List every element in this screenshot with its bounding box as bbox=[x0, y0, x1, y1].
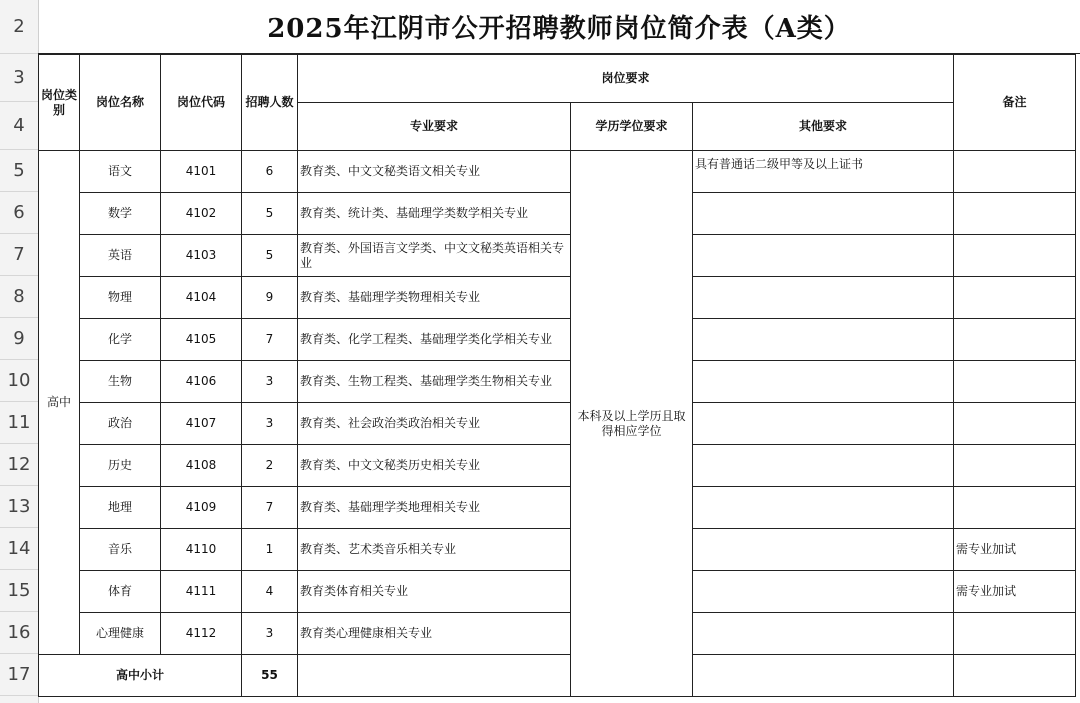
row-number[interactable]: 15 bbox=[0, 570, 38, 612]
cell-subtotal-other[interactable] bbox=[693, 655, 954, 697]
cell-major[interactable]: 教育类、艺术类音乐相关专业 bbox=[298, 529, 571, 571]
cell-remark[interactable] bbox=[954, 403, 1076, 445]
header-major[interactable]: 专业要求 bbox=[298, 103, 571, 151]
cell-position-name[interactable]: 历史 bbox=[80, 445, 161, 487]
cell-major[interactable]: 教育类、统计类、基础理学类数学相关专业 bbox=[298, 193, 571, 235]
table-row bbox=[39, 613, 1076, 655]
cell-position-name[interactable]: 政治 bbox=[80, 403, 161, 445]
cell-headcount[interactable]: 3 bbox=[242, 403, 298, 445]
cell-position-code[interactable]: 4107 bbox=[161, 403, 242, 445]
cell-remark[interactable]: 需专业加试 bbox=[954, 571, 1076, 613]
cell-position-name[interactable]: 化学 bbox=[80, 319, 161, 361]
cell-other[interactable] bbox=[693, 571, 954, 613]
cell-position-name[interactable]: 地理 bbox=[80, 487, 161, 529]
header-requirements[interactable]: 岗位要求 bbox=[298, 55, 954, 103]
cell-other[interactable]: 具有普通话二级甲等及以上证书 bbox=[693, 151, 954, 193]
row-number[interactable]: 2 bbox=[0, 0, 38, 54]
cell-degree[interactable]: 本科及以上学历且取得相应学位 bbox=[571, 151, 693, 697]
table-row bbox=[39, 445, 1076, 487]
header-remarks[interactable]: 备注 bbox=[954, 55, 1076, 151]
row-number[interactable]: 12 bbox=[0, 444, 38, 486]
header-other[interactable]: 其他要求 bbox=[693, 103, 954, 151]
header-position-name[interactable]: 岗位名称 bbox=[80, 55, 161, 151]
row-number[interactable]: 5 bbox=[0, 150, 38, 192]
cell-major[interactable]: 教育类、基础理学类物理相关专业 bbox=[298, 277, 571, 319]
cell-other[interactable] bbox=[693, 445, 954, 487]
row-number[interactable]: 3 bbox=[0, 54, 38, 102]
cell-other[interactable] bbox=[693, 613, 954, 655]
cell-headcount[interactable]: 9 bbox=[242, 277, 298, 319]
cell-remark[interactable] bbox=[954, 151, 1076, 193]
table-row bbox=[39, 277, 1076, 319]
table-row bbox=[39, 151, 1076, 193]
cell-other[interactable] bbox=[693, 361, 954, 403]
cell-other[interactable] bbox=[693, 403, 954, 445]
cell-position-code[interactable]: 4110 bbox=[161, 529, 242, 571]
cell-headcount[interactable]: 3 bbox=[242, 613, 298, 655]
cell-remark[interactable] bbox=[954, 361, 1076, 403]
cell-position-code[interactable]: 4109 bbox=[161, 487, 242, 529]
cell-headcount[interactable]: 7 bbox=[242, 319, 298, 361]
cell-position-name[interactable]: 体育 bbox=[80, 571, 161, 613]
row-number[interactable]: 10 bbox=[0, 360, 38, 402]
row-number[interactable]: 6 bbox=[0, 192, 38, 234]
header-category[interactable]: 岗位类别 bbox=[39, 55, 80, 151]
row-header-column bbox=[0, 0, 39, 703]
cell-major[interactable]: 教育类、社会政治类政治相关专业 bbox=[298, 403, 571, 445]
row-number[interactable]: 4 bbox=[0, 102, 38, 150]
cell-subtotal-count[interactable]: 55 bbox=[242, 655, 298, 697]
cell-remark[interactable]: 需专业加试 bbox=[954, 529, 1076, 571]
row-number[interactable]: 13 bbox=[0, 486, 38, 528]
cell-position-name[interactable]: 语文 bbox=[80, 151, 161, 193]
cell-position-code[interactable]: 4106 bbox=[161, 361, 242, 403]
cell-position-name[interactable]: 音乐 bbox=[80, 529, 161, 571]
cell-headcount[interactable]: 1 bbox=[242, 529, 298, 571]
cell-other[interactable] bbox=[693, 193, 954, 235]
cell-headcount[interactable]: 2 bbox=[242, 445, 298, 487]
cell-other[interactable] bbox=[693, 235, 954, 277]
cell-remark[interactable] bbox=[954, 487, 1076, 529]
spreadsheet-grid bbox=[38, 0, 1080, 703]
cell-major[interactable]: 教育类心理健康相关专业 bbox=[298, 613, 571, 655]
row-number[interactable]: 14 bbox=[0, 528, 38, 570]
cell-headcount[interactable]: 7 bbox=[242, 487, 298, 529]
cell-position-name[interactable]: 数学 bbox=[80, 193, 161, 235]
cell-major[interactable]: 教育类、生物工程类、基础理学类生物相关专业 bbox=[298, 361, 571, 403]
cell-subtotal-remark[interactable] bbox=[954, 655, 1076, 697]
cell-position-name[interactable]: 物理 bbox=[80, 277, 161, 319]
cell-headcount[interactable]: 5 bbox=[242, 193, 298, 235]
cell-position-code[interactable]: 4112 bbox=[161, 613, 242, 655]
cell-position-code[interactable]: 4103 bbox=[161, 235, 242, 277]
header-headcount[interactable]: 招聘人数 bbox=[242, 55, 298, 151]
cell-major[interactable]: 教育类、中文文秘类语文相关专业 bbox=[298, 151, 571, 193]
cell-subtotal-label[interactable]: 高中小计 bbox=[39, 655, 242, 697]
table-row bbox=[39, 529, 1076, 571]
row-number[interactable]: 7 bbox=[0, 234, 38, 276]
cell-headcount[interactable]: 5 bbox=[242, 235, 298, 277]
header-degree[interactable]: 学历学位要求 bbox=[571, 103, 693, 151]
cell-headcount[interactable]: 3 bbox=[242, 361, 298, 403]
cell-remark[interactable] bbox=[954, 277, 1076, 319]
table-row bbox=[39, 235, 1076, 277]
table-row bbox=[39, 487, 1076, 529]
cell-position-code[interactable]: 4101 bbox=[161, 151, 242, 193]
cell-remark[interactable] bbox=[954, 193, 1076, 235]
table-row bbox=[39, 571, 1076, 613]
cell-headcount[interactable]: 6 bbox=[242, 151, 298, 193]
table-row bbox=[39, 403, 1076, 445]
cell-category[interactable]: 高中 bbox=[39, 151, 80, 655]
cell-remark[interactable] bbox=[954, 235, 1076, 277]
cell-major[interactable]: 教育类、外国语言文学类、中文文秘类英语相关专业 bbox=[298, 235, 571, 277]
cell-other[interactable] bbox=[693, 487, 954, 529]
row-number[interactable]: 17 bbox=[0, 654, 38, 696]
positions-table bbox=[38, 54, 1076, 697]
cell-major[interactable]: 教育类、基础理学类地理相关专业 bbox=[298, 487, 571, 529]
cell-position-code[interactable]: 4105 bbox=[161, 319, 242, 361]
table-row bbox=[39, 361, 1076, 403]
cell-other[interactable] bbox=[693, 277, 954, 319]
cell-position-code[interactable]: 4108 bbox=[161, 445, 242, 487]
subtotal-row bbox=[39, 655, 1076, 697]
cell-major[interactable]: 教育类、化学工程类、基础理学类化学相关专业 bbox=[298, 319, 571, 361]
row-number[interactable]: 16 bbox=[0, 612, 38, 654]
cell-position-name[interactable]: 英语 bbox=[80, 235, 161, 277]
table-row bbox=[39, 319, 1076, 361]
cell-position-name[interactable]: 心理健康 bbox=[80, 613, 161, 655]
cell-position-code[interactable]: 4102 bbox=[161, 193, 242, 235]
row-number[interactable]: 9 bbox=[0, 318, 38, 360]
sheet-title[interactable]: 2025年江阴市公开招聘教师岗位简介表（A类） bbox=[38, 0, 1080, 54]
cell-major[interactable]: 教育类体育相关专业 bbox=[298, 571, 571, 613]
table-row bbox=[39, 193, 1076, 235]
row-number[interactable]: 8 bbox=[0, 276, 38, 318]
cell-position-name[interactable]: 生物 bbox=[80, 361, 161, 403]
cell-remark[interactable] bbox=[954, 613, 1076, 655]
cell-position-code[interactable]: 4104 bbox=[161, 277, 242, 319]
header-position-code[interactable]: 岗位代码 bbox=[161, 55, 242, 151]
cell-other[interactable] bbox=[693, 529, 954, 571]
cell-remark[interactable] bbox=[954, 319, 1076, 361]
cell-remark[interactable] bbox=[954, 445, 1076, 487]
cell-other[interactable] bbox=[693, 319, 954, 361]
row-number[interactable]: 11 bbox=[0, 402, 38, 444]
cell-headcount[interactable]: 4 bbox=[242, 571, 298, 613]
cell-subtotal-major[interactable] bbox=[298, 655, 571, 697]
cell-major[interactable]: 教育类、中文文秘类历史相关专业 bbox=[298, 445, 571, 487]
cell-position-code[interactable]: 4111 bbox=[161, 571, 242, 613]
